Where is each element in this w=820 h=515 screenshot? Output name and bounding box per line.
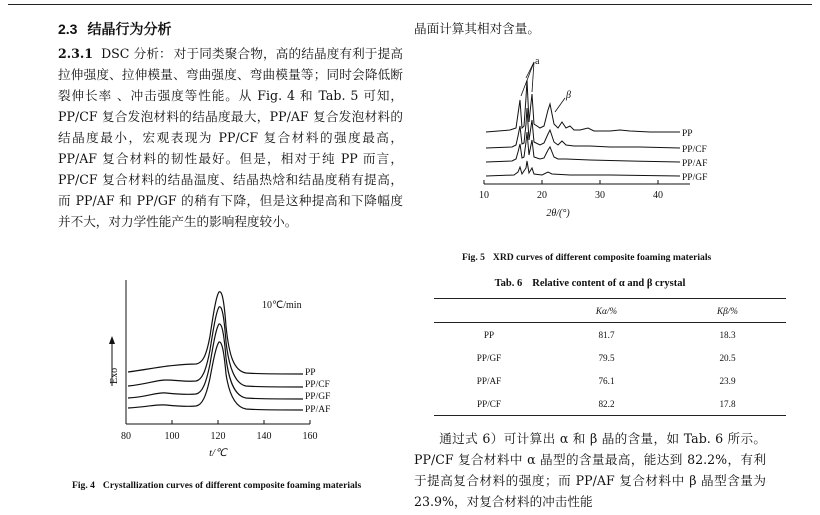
fig4-xtick: 80	[121, 431, 131, 442]
table-row	[434, 346, 786, 369]
fig5-xtick: 10	[479, 190, 489, 201]
table6-cell: 17.8	[719, 398, 736, 409]
table6-cell: 18.3	[719, 329, 736, 340]
right-column-bottom	[414, 428, 766, 512]
fig5-caption-text: XRD curves of different composite foaming materials	[492, 252, 712, 263]
fig5-xtick: 40	[653, 190, 663, 201]
table6-cell: 82.2	[598, 398, 615, 409]
dsc-paragraph-text: 对于同类聚合物，高的结晶度有利于提高拉伸强度、拉伸模量、弯曲强度、弯曲模量等；同时会降低断裂伸长率 、冲击强度等性能。从 Fig. 4 和 Tab. 5 可知，PP/CF 复合发泡材料的结晶度最大，PP/AF 复合发泡材料的结晶度最小，宏观表现为 PP/CF 复合材料的强度最高，PP/AF 复合材料的韧性最好。但是，相对于纯 PP 而言，PP/CF 复合材料的结晶温度、结晶热焓和结晶度稍有提高，而 PP/AF 和 PP/GF 的稍有下降，但是这种提高和下降幅度并不大，对力学性能产生的影响程度较小。	[58, 46, 403, 229]
table6-cell: 76.1	[598, 375, 615, 386]
fig4-exo-arrowhead	[109, 336, 115, 344]
fig5-xrd-plot	[470, 48, 730, 233]
fig4-rate-label: 10℃/min	[262, 300, 302, 311]
table6-title	[414, 278, 766, 289]
fig4-caption-text: Crystallization curves of different composite foaming materials	[102, 480, 362, 491]
fig5-xtick: 30	[595, 190, 605, 201]
fig4-curve-pp-gf	[128, 324, 303, 399]
fig5-curve-pp	[486, 80, 680, 132]
fig4-curve-pp-cf	[128, 307, 303, 387]
table6-cell: PP/GF	[476, 352, 502, 363]
fig5-label-pp-af: PP/AF	[682, 159, 708, 169]
fig4-label-pp-cf: PP/CF	[305, 380, 330, 390]
table6-header-row	[434, 299, 786, 323]
fig5-annotation-a: a	[535, 56, 540, 67]
table-row	[434, 392, 786, 416]
section-title: 结晶行为分析	[87, 22, 172, 38]
fig4-xtick: 160	[302, 431, 318, 442]
table6-header-cell: Kβ/%	[717, 305, 738, 316]
dsc-paragraph	[58, 43, 403, 232]
table6-cell: 79.5	[598, 352, 615, 363]
fig4-caption-label: Fig. 4	[72, 480, 95, 491]
table6-title-text: Relative content of α and β crystal	[532, 278, 686, 289]
table6-header-cell	[434, 299, 544, 323]
subsection-number: 2.3.1	[58, 46, 94, 61]
right-bottom-paragraph: 通过式 6）可计算出 α 和 β 晶的含量，如 Tab. 6 所示。PP/CF 复合材料中 α 晶型的含量最高，能达到 82.2%，有利于提高复合材料的强度；而 PP/AF 复合材料中 β 晶型含量为23.9%，对复合材料的冲击性能	[414, 431, 766, 509]
table6-title-label: Tab. 6	[494, 278, 523, 289]
fig4-xtick: 100	[164, 431, 180, 442]
subsection-title: DSC 分析：	[101, 46, 172, 61]
fig5-xtick: 20	[537, 190, 547, 201]
table6-cell: 20.5	[719, 352, 736, 363]
fig5-label-pp-gf: PP/GF	[682, 173, 708, 183]
right-column-top	[414, 18, 766, 39]
table6-cell: PP/CF	[476, 398, 501, 409]
fig4-label-pp: PP	[305, 368, 316, 378]
fig5-label-pp-cf: PP/CF	[682, 145, 707, 155]
table-row	[434, 323, 786, 347]
section-heading	[58, 18, 403, 41]
fig4-xtick: 120	[210, 431, 226, 442]
right-top-text: 晶面计算其相对含量。	[414, 21, 540, 36]
fig5-caption	[462, 250, 782, 265]
fig4-dsc-plot	[98, 276, 338, 466]
table6	[434, 298, 786, 416]
fig5-x-label: 2θ/(°)	[546, 208, 570, 219]
fig4-label-pp-gf: PP/GF	[305, 392, 331, 402]
table6-cell: PP	[483, 329, 495, 340]
fig5-curve-pp-gf	[486, 161, 680, 176]
fig5-annotation-beta: β	[566, 90, 571, 101]
table6-header-cell: Kα/%	[595, 305, 618, 316]
fig4-x-label: t/℃	[209, 448, 227, 459]
fig5-label-pp: PP	[682, 129, 693, 139]
fig4-caption	[72, 478, 400, 493]
table6-cell: PP/AF	[476, 375, 502, 386]
fig4-label-pp-af: PP/AF	[305, 405, 331, 415]
fig4-y-label: Exo	[109, 367, 120, 384]
left-column	[58, 18, 403, 232]
fig4-curve-pp-af	[128, 342, 303, 410]
table6-cell: 81.7	[598, 329, 615, 340]
fig5-caption-label: Fig. 5	[462, 252, 485, 263]
table6-cell: 23.9	[719, 375, 736, 386]
section-number: 2.3	[58, 21, 78, 37]
fig4-xtick: 140	[256, 431, 272, 442]
table-row	[434, 369, 786, 392]
top-rule	[8, 4, 812, 5]
